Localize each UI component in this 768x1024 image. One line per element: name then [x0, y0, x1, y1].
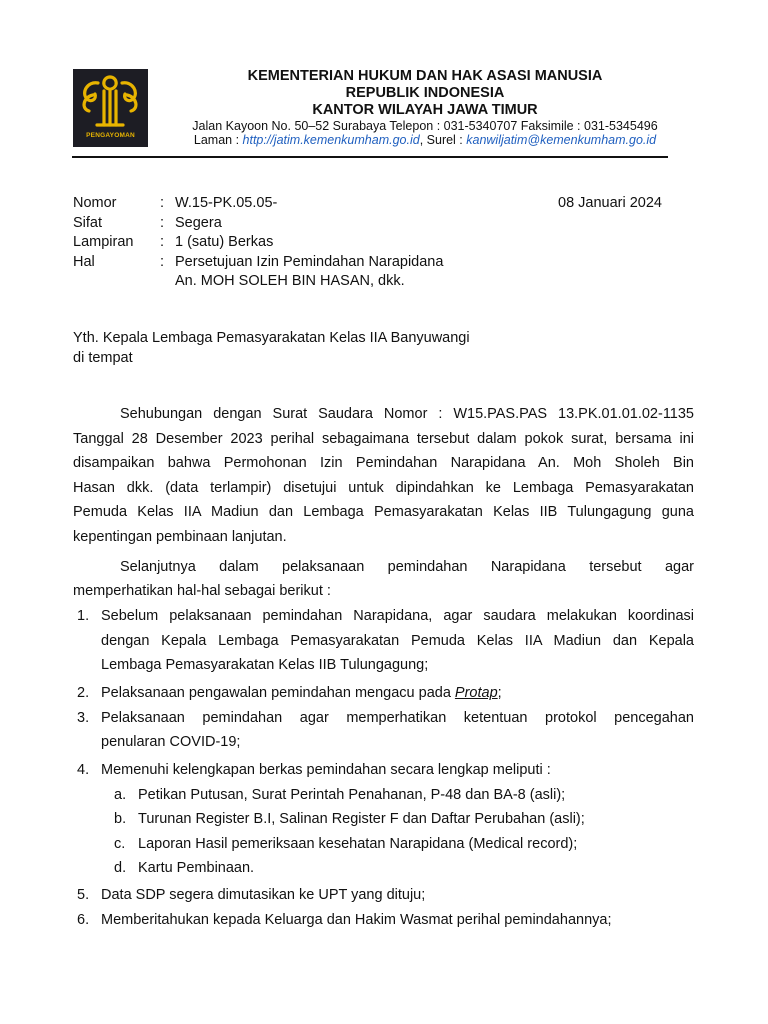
list-item-2-text: Pelaksanaan pengawalan pemindahan mengacu pada: [101, 685, 455, 701]
list-number: 3.: [77, 710, 90, 726]
ministry-name: KEMENTERIAN HUKUM DAN HAK ASASI MANUSIA: [247, 68, 603, 84]
list-item-4: Memenuhi kelengkapan berkas pemindahan secara lengkap meliputi :: [101, 762, 551, 778]
paragraph-1-line: disampaikan bahwa Permohonan Izin Pemindahan Narapidana An. Moh Sholeh Bin: [73, 455, 694, 471]
lampiran-label: Lampiran: [73, 234, 134, 250]
logo-label: PENGAYOMAN: [86, 132, 135, 139]
hal-label: Hal: [73, 254, 95, 270]
office-web-contact: [170, 133, 680, 147]
sub-item: Laporan Hasil pemeriksaan kesehatan Narapidana (Medical record);: [138, 836, 578, 852]
list-item-1-line: Lembaga Pemasyarakatan Kelas IIB Tulungagung;: [101, 657, 429, 673]
list-number: 5.: [77, 887, 90, 903]
hal-colon: :: [160, 254, 165, 270]
list-number: 6.: [77, 912, 90, 928]
paragraph-2-line: Selanjutnya dalam pelaksanaan pemindahan Narapidana tersebut agar: [120, 559, 694, 575]
paragraph-1-line: Sehubungan dengan Surat Saudara Nomor : W15.PAS.PAS 13.PK.01.01.02-1135: [120, 406, 694, 422]
sub-item: Kartu Pembinaan.: [138, 860, 255, 876]
list-item-5: Data SDP segera dimutasikan ke UPT yang dituju;: [101, 887, 426, 903]
office-name: KANTOR WILAYAH JAWA TIMUR: [312, 102, 538, 118]
email-link[interactable]: kanwiljatim@kemenkumham.go.id: [466, 133, 657, 147]
recipient-place: di tempat: [73, 350, 133, 366]
list-item-3-line: Pelaksanaan pemindahan agar memperhatikan ketentuan protokol pencegahan: [101, 710, 694, 726]
office-address: Jalan Kayoon No. 50–52 Surabaya Telepon : 031-5340707 Faksimile : 031-5345496: [192, 119, 658, 133]
protap-term: Protap: [454, 685, 498, 701]
nomor-colon: :: [160, 195, 165, 211]
lampiran-colon: :: [160, 234, 165, 250]
sub-letter: a.: [114, 787, 127, 803]
sub-item: Turunan Register B.I, Salinan Register F dan Daftar Perubahan (asli);: [138, 811, 585, 827]
header-divider: [72, 156, 668, 158]
paragraph-1-line: Pemuda Kelas IIA Madiun dan Lembaga Pemasyarakatan Kelas IIB Tulungagung guna: [73, 504, 694, 520]
sifat-value: Segera: [175, 215, 222, 231]
surel-label: , Surel :: [419, 133, 467, 147]
pengayoman-tree-icon: [73, 69, 148, 131]
paragraph-1-line: Hasan dkk. (data terlampir) disetujui untuk dipindahkan ke Lembaga Pemasyarakatan: [73, 480, 694, 496]
hal-value-line2: An. MOH SOLEH BIN HASAN, dkk.: [175, 273, 405, 289]
country-name: REPUBLIK INDONESIA: [345, 85, 505, 101]
nomor-label: Nomor: [73, 195, 117, 211]
laman-label: Laman :: [193, 133, 243, 147]
hal-value: Persetujuan Izin Pemindahan Narapidana: [175, 254, 444, 270]
paragraph-2-line: memperhatikan hal-hal sebagai berikut :: [73, 583, 331, 599]
list-item-1-line: Sebelum pelaksanaan pemindahan Narapidana, agar saudara melakukan koordinasi: [101, 608, 694, 624]
letter-date: 08 Januari 2024: [558, 195, 662, 211]
sub-letter: c.: [114, 836, 126, 852]
list-item-1-line: dengan Kepala Lembaga Pemasyarakatan Pemuda Kelas IIA Madiun dan Kepala: [101, 633, 694, 649]
list-number: 2.: [77, 685, 90, 701]
list-number: 1.: [77, 608, 90, 624]
sub-letter: b.: [114, 811, 127, 827]
website-link[interactable]: http://jatim.kemenkumham.go.id: [242, 133, 420, 147]
ministry-logo: [73, 69, 148, 147]
recipient-line: Yth. Kepala Lembaga Pemasyarakatan Kelas IIA Banyuwangi: [73, 330, 470, 346]
list-item-3-line: penularan COVID-19;: [101, 734, 241, 750]
list-item-2: Pelaksanaan pengawalan pemindahan mengacu pada Protap;: [101, 685, 502, 701]
sub-item: Petikan Putusan, Surat Perintah Penahanan, P-48 dan BA-8 (asli);: [138, 787, 566, 803]
lampiran-value: 1 (satu) Berkas: [175, 234, 274, 250]
sifat-label: Sifat: [73, 215, 103, 231]
nomor-value: W.15-PK.05.05-: [175, 195, 278, 211]
list-item-6: Memberitahukan kepada Keluarga dan Hakim Wasmat perihal pemindahannya;: [101, 912, 612, 928]
list-number: 4.: [77, 762, 90, 778]
paragraph-1-line: kepentingan pembinaan lanjutan.: [73, 529, 287, 545]
sifat-colon: :: [160, 215, 165, 231]
sub-letter: d.: [114, 860, 127, 876]
paragraph-1-line: Tanggal 28 Desember 2023 perihal sebagaimana tersebut dalam pokok surat, bersama ini: [73, 431, 694, 447]
